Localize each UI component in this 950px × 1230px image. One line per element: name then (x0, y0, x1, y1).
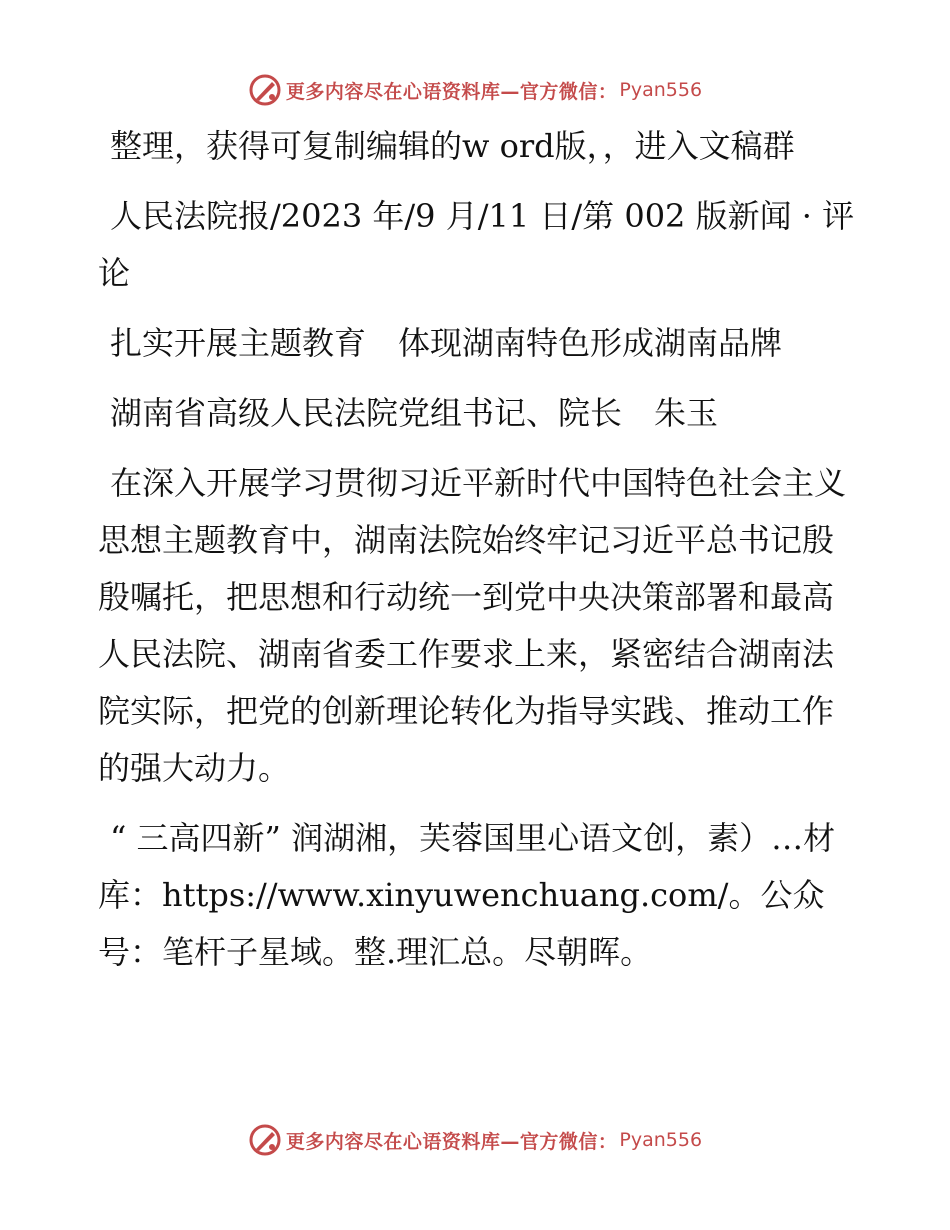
source-line: 人民法院报/2023 年/9 月/11 日/第 002 版新闻 · 评论 (98, 197, 855, 292)
article-headline: 扎实开展主题教育 体现湖南特色形成湖南品牌 (110, 324, 783, 362)
document-body (98, 118, 858, 981)
banner-text: 更多内容尽在心语资料库—官方微信： (285, 1130, 618, 1153)
body-paragraph: 在深入开展学习贯彻习近平新时代中国特色社会主义思想主题教育中，湖南法院始终牢记习近平总书记殷殷嘱托，把思想和行动统一到党中央决策部署和最高人民法院、湖南省委工作要求上来，紧密结合湖南法院实际，把党的创新理论转化为指导实践、推动工作的强大动力。 (98, 464, 847, 787)
footer-watermark-banner (0, 1120, 950, 1160)
banner-text: 更多内容尽在心语资料库—官方微信： (285, 80, 618, 103)
promo-paragraph: “ 三高四新” 润湖湘，芙蓉国里心语文创，素）…材库：https://www.xinyuwenchuang.com/。公众号：笔杆子星域。整.理汇总。尽朝晖。 (98, 819, 836, 971)
header-watermark-banner (0, 70, 950, 110)
banner-wechat-id: Pyan556 (619, 79, 703, 101)
quill-circle-icon (248, 1123, 282, 1157)
author-line: 湖南省高级人民法院党组书记、院长 朱玉 (110, 394, 719, 432)
intro-paragraph: 整理，获得可复制编辑的w ord版，，进入文稿群 (110, 127, 795, 165)
banner-wechat-id: Pyan556 (619, 1129, 703, 1151)
quill-circle-icon (248, 73, 282, 107)
